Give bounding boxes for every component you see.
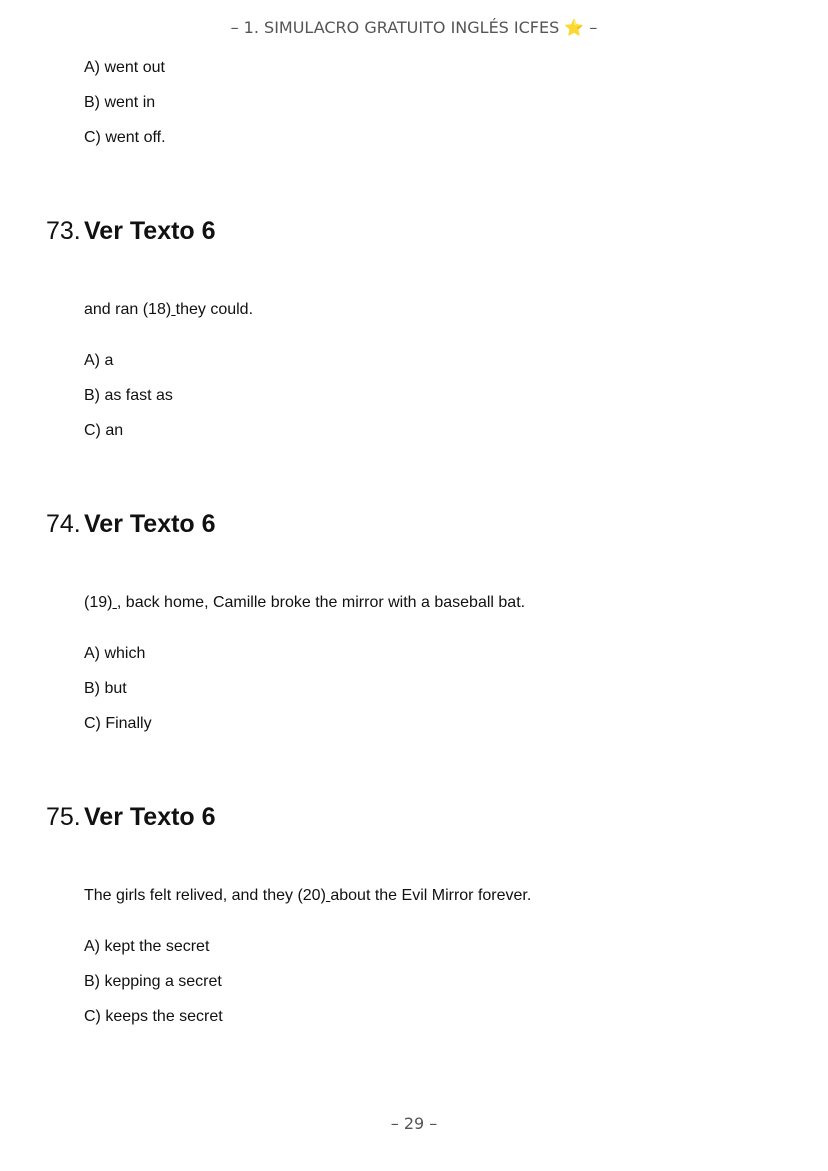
option-c: C) an xyxy=(84,422,124,439)
header-title: – 1. SIMULACRO GRATUITO INGLÉS ICFES xyxy=(230,18,560,37)
page-content xyxy=(0,50,828,1034)
question-prompt xyxy=(84,878,828,913)
option: A) went out xyxy=(84,59,165,76)
prompt-before: and ran (18) xyxy=(84,301,172,318)
option: B) went in xyxy=(84,94,156,111)
option-c: C) keeps the secret xyxy=(84,1008,223,1025)
question-74 xyxy=(0,504,828,741)
prompt-after: about the Evil Mirror forever. xyxy=(330,887,532,904)
question-title: Ver Texto 6 xyxy=(84,510,216,538)
page-header xyxy=(0,18,828,37)
question-number: 75. xyxy=(46,803,81,831)
question-heading xyxy=(0,211,828,251)
question-73 xyxy=(0,211,828,448)
question-prompt xyxy=(84,585,828,620)
question-number: 74. xyxy=(46,510,81,538)
question-75 xyxy=(0,797,828,1034)
prompt-before: (19) xyxy=(84,594,113,611)
option-a: A) kept the secret xyxy=(84,938,210,955)
question-number: 73. xyxy=(46,217,81,245)
header-suffix: – xyxy=(589,18,598,37)
prompt-before: The girls felt relived, and they (20) xyxy=(84,887,326,904)
prompt-after: they could. xyxy=(175,301,254,318)
option-c: C) Finally xyxy=(84,715,152,732)
option-a: A) a xyxy=(84,352,114,369)
option-b: B) kepping a secret xyxy=(84,973,222,990)
option-b: B) but xyxy=(84,680,127,697)
prompt-after: , back home, Camille broke the mirror with a baseball bat. xyxy=(116,594,526,611)
question-heading xyxy=(0,797,828,837)
star-icon: ⭐ xyxy=(564,18,585,37)
question-heading xyxy=(0,504,828,544)
previous-question-options xyxy=(0,50,828,155)
option-b: B) as fast as xyxy=(84,387,173,404)
question-prompt xyxy=(84,292,828,327)
option-a: A) which xyxy=(84,645,146,662)
question-title: Ver Texto 6 xyxy=(84,803,216,831)
page-number: – 29 – xyxy=(390,1114,438,1133)
question-title: Ver Texto 6 xyxy=(84,217,216,245)
option: C) went off. xyxy=(84,129,166,146)
